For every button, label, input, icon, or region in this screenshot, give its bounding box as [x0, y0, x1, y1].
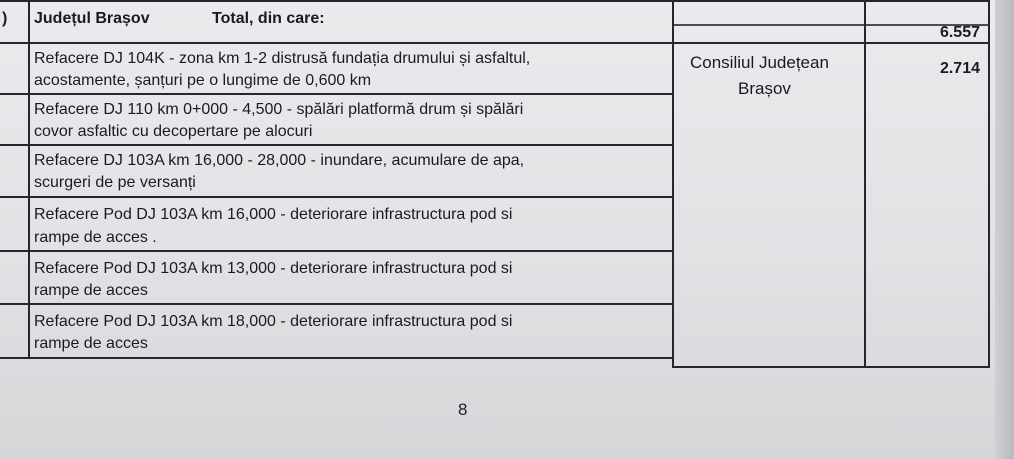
row-1-line-1: Refacere DJ 104K - zona km 1-2 distrusă fundația drumului și asfaltul,	[34, 50, 531, 67]
beneficiary-line-2: Brașov	[738, 79, 791, 98]
value-col-border	[864, 0, 866, 368]
row-3-bottom-border	[0, 196, 673, 198]
mid-col-border	[672, 0, 674, 368]
page-number: 8	[458, 400, 468, 419]
row-3-line-1: Refacere DJ 103A km 16,000 - 28,000 - inundare, acumulare de apa,	[34, 152, 525, 169]
row-5-bottom-border	[0, 303, 673, 305]
left-marker: )	[2, 10, 8, 27]
row-5-line-2: rampe de acces	[34, 282, 148, 299]
table-bottom-border	[0, 357, 673, 359]
row-5-line-1: Refacere Pod DJ 103A km 13,000 - deteriorare infrastructura pod si	[34, 260, 513, 277]
row-4-line-2: rampe de acces .	[34, 229, 157, 246]
row-2-bottom-border	[0, 144, 673, 146]
total-value: 6.557	[939, 24, 980, 41]
total-label: Total, din care:	[212, 10, 325, 27]
county-label: Județul Brașov	[34, 10, 150, 27]
beneficiary-value: 2.714	[939, 60, 980, 77]
row-6-line-2: rampe de acces	[34, 335, 148, 352]
table-top-border	[0, 0, 990, 2]
row-4-bottom-border	[0, 250, 673, 252]
page-edge-shadow	[995, 0, 1014, 459]
table-bottom-border-right	[672, 366, 990, 368]
beneficiary-line-1: Consiliul Județean	[690, 53, 829, 72]
row-1-bottom-border	[0, 93, 673, 95]
header-row-bottom-border	[0, 42, 990, 44]
row-2-line-1: Refacere DJ 110 km 0+000 - 4,500 - spălări platformă drum și spălări	[34, 101, 524, 118]
row-4-line-1: Refacere Pod DJ 103A km 16,000 - deteriorare infrastructura pod si	[34, 206, 513, 223]
row-6-line-1: Refacere Pod DJ 103A km 18,000 - deteriorare infrastructura pod si	[34, 313, 513, 330]
right-table-border	[988, 0, 990, 368]
row-3-line-2: scurgeri de pe versanți	[34, 174, 196, 191]
left-col-border	[28, 0, 30, 358]
row-2-line-2: covor asfaltic cu decopertare pe alocuri	[34, 123, 313, 140]
row-1-line-2: acostamente, șanțuri pe o lungime de 0,600 km	[34, 72, 372, 89]
